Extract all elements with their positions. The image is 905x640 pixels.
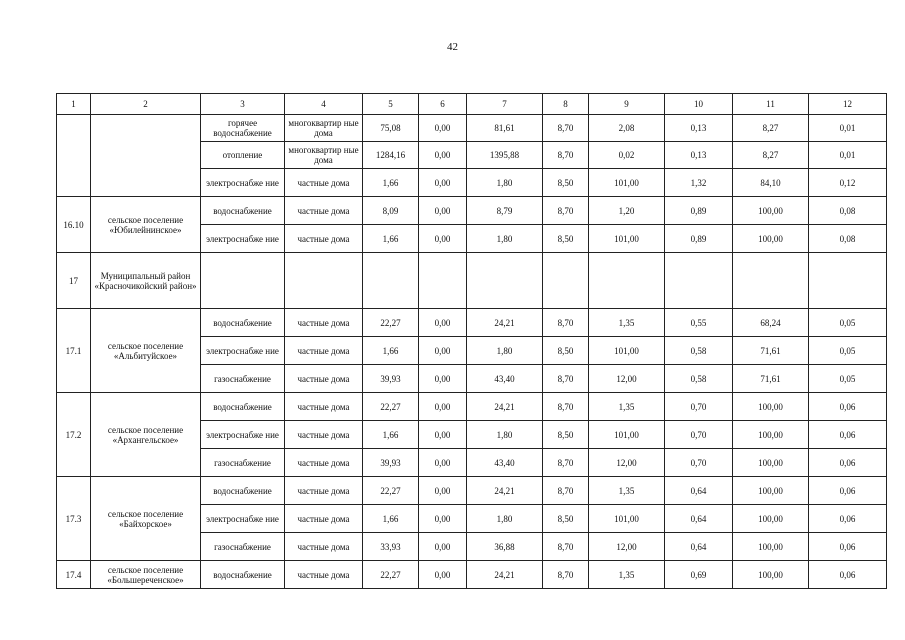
housing-type-cell: частные дома	[285, 365, 363, 393]
value-cell: 0,00	[419, 533, 467, 561]
empty-cell	[809, 253, 887, 309]
value-cell: 1284,16	[363, 142, 419, 169]
housing-type-cell: частные дома	[285, 393, 363, 421]
value-cell: 1,35	[589, 561, 665, 589]
value-cell: 0,70	[665, 449, 733, 477]
value-cell: 1,35	[589, 393, 665, 421]
value-cell: 2,08	[589, 115, 665, 142]
value-cell: 1,20	[589, 197, 665, 225]
value-cell: 0,00	[419, 225, 467, 253]
housing-type-cell: многоквартир ные дома	[285, 142, 363, 169]
header-cell: 5	[363, 94, 419, 115]
row-number-cell: 17.3	[57, 477, 91, 561]
value-cell: 1,32	[665, 169, 733, 197]
value-cell: 0,13	[665, 115, 733, 142]
value-cell: 22,27	[363, 477, 419, 505]
housing-type-cell: частные дома	[285, 337, 363, 365]
value-cell: 0,00	[419, 477, 467, 505]
value-cell: 12,00	[589, 365, 665, 393]
header-cell: 1	[57, 94, 91, 115]
value-cell: 100,00	[733, 197, 809, 225]
resource-cell: водоснабжение	[201, 477, 285, 505]
value-cell: 0,55	[665, 309, 733, 337]
value-cell: 33,93	[363, 533, 419, 561]
value-cell: 0,06	[809, 561, 887, 589]
value-cell: 8,50	[543, 169, 589, 197]
row-number-cell: 17.1	[57, 309, 91, 393]
value-cell: 100,00	[733, 449, 809, 477]
value-cell: 1,80	[467, 337, 543, 365]
empty-cell	[665, 253, 733, 309]
value-cell: 0,06	[809, 393, 887, 421]
settlement-name-cell: сельское поселение «Архангельское»	[91, 393, 201, 477]
table-row	[57, 253, 887, 309]
value-cell: 39,93	[363, 365, 419, 393]
empty-cell	[419, 253, 467, 309]
value-cell: 22,27	[363, 393, 419, 421]
value-cell: 8,50	[543, 505, 589, 533]
value-cell: 1,66	[363, 169, 419, 197]
value-cell: 24,21	[467, 393, 543, 421]
value-cell: 8,70	[543, 477, 589, 505]
housing-type-cell: частные дома	[285, 561, 363, 589]
value-cell: 0,06	[809, 477, 887, 505]
value-cell: 8,70	[543, 533, 589, 561]
value-cell: 0,00	[419, 421, 467, 449]
row-number-cell: 17	[57, 253, 91, 309]
row-number-cell: 17.2	[57, 393, 91, 477]
value-cell: 8,70	[543, 365, 589, 393]
value-cell: 39,93	[363, 449, 419, 477]
value-cell: 0,00	[419, 142, 467, 169]
header-row	[57, 94, 887, 115]
housing-type-cell: частные дома	[285, 505, 363, 533]
value-cell: 0,64	[665, 505, 733, 533]
settlement-name-cell: сельское поселение «Байхорское»	[91, 477, 201, 561]
value-cell: 0,08	[809, 225, 887, 253]
value-cell: 8,70	[543, 561, 589, 589]
resource-cell: водоснабжение	[201, 309, 285, 337]
value-cell: 0,64	[665, 477, 733, 505]
value-cell: 8,70	[543, 115, 589, 142]
value-cell: 100,00	[733, 393, 809, 421]
housing-type-cell: частные дома	[285, 225, 363, 253]
value-cell: 100,00	[733, 533, 809, 561]
value-cell: 68,24	[733, 309, 809, 337]
value-cell: 1,35	[589, 477, 665, 505]
header-cell: 9	[589, 94, 665, 115]
value-cell: 0,01	[809, 142, 887, 169]
value-cell: 100,00	[733, 477, 809, 505]
value-cell: 1,80	[467, 421, 543, 449]
value-cell: 22,27	[363, 309, 419, 337]
table-row	[57, 309, 887, 337]
value-cell: 24,21	[467, 309, 543, 337]
value-cell: 1,80	[467, 225, 543, 253]
empty-cell	[285, 253, 363, 309]
value-cell: 0,05	[809, 337, 887, 365]
resource-cell: электроснабже ние	[201, 337, 285, 365]
value-cell: 1,66	[363, 505, 419, 533]
empty-cell	[467, 253, 543, 309]
value-cell: 43,40	[467, 449, 543, 477]
header-cell: 8	[543, 94, 589, 115]
resource-cell: водоснабжение	[201, 197, 285, 225]
value-cell: 0,00	[419, 169, 467, 197]
value-cell: 0,08	[809, 197, 887, 225]
resource-cell: горячее водоснабжение	[201, 115, 285, 142]
value-cell: 8,50	[543, 225, 589, 253]
housing-type-cell: частные дома	[285, 169, 363, 197]
value-cell: 1,66	[363, 337, 419, 365]
value-cell: 8,50	[543, 421, 589, 449]
value-cell: 8,70	[543, 309, 589, 337]
value-cell: 8,70	[543, 393, 589, 421]
value-cell: 0,64	[665, 533, 733, 561]
page-number: 42	[447, 41, 458, 53]
value-cell: 8,09	[363, 197, 419, 225]
value-cell: 100,00	[733, 421, 809, 449]
header-cell: 10	[665, 94, 733, 115]
value-cell: 0,12	[809, 169, 887, 197]
district-name-cell: Муниципальный район «Красночикойский район»	[91, 253, 201, 309]
settlement-name-cell: сельское поселение «Большереченское»	[91, 561, 201, 589]
value-cell: 100,00	[733, 505, 809, 533]
table-row	[57, 197, 887, 225]
table-row	[57, 393, 887, 421]
header-cell: 12	[809, 94, 887, 115]
value-cell: 12,00	[589, 449, 665, 477]
value-cell: 8,70	[543, 142, 589, 169]
value-cell: 100,00	[733, 225, 809, 253]
value-cell: 8,70	[543, 449, 589, 477]
value-cell: 0,00	[419, 337, 467, 365]
value-cell: 84,10	[733, 169, 809, 197]
value-cell: 8,79	[467, 197, 543, 225]
value-cell: 81,61	[467, 115, 543, 142]
value-cell: 0,00	[419, 449, 467, 477]
value-cell: 101,00	[589, 337, 665, 365]
row-number-cell: 16.10	[57, 197, 91, 253]
value-cell: 0,00	[419, 561, 467, 589]
resource-cell: водоснабжение	[201, 561, 285, 589]
value-cell: 0,00	[419, 365, 467, 393]
value-cell: 0,89	[665, 197, 733, 225]
value-cell: 36,88	[467, 533, 543, 561]
settlement-name-cell: сельское поселение «Юбилейнинское»	[91, 197, 201, 253]
value-cell: 1,80	[467, 169, 543, 197]
housing-type-cell: частные дома	[285, 477, 363, 505]
value-cell: 71,61	[733, 365, 809, 393]
header-cell: 2	[91, 94, 201, 115]
value-cell: 0,00	[419, 115, 467, 142]
housing-type-cell: частные дома	[285, 449, 363, 477]
value-cell: 0,58	[665, 365, 733, 393]
resource-cell: газоснабжение	[201, 365, 285, 393]
value-cell: 8,27	[733, 115, 809, 142]
empty-cell	[589, 253, 665, 309]
header-cell: 7	[467, 94, 543, 115]
housing-type-cell: частные дома	[285, 309, 363, 337]
value-cell: 1,66	[363, 225, 419, 253]
value-cell: 8,70	[543, 197, 589, 225]
empty-cell	[733, 253, 809, 309]
resource-cell: электроснабже ние	[201, 505, 285, 533]
value-cell: 24,21	[467, 561, 543, 589]
housing-type-cell: частные дома	[285, 421, 363, 449]
value-cell: 8,50	[543, 337, 589, 365]
value-cell: 8,27	[733, 142, 809, 169]
value-cell: 0,00	[419, 197, 467, 225]
resource-cell: электроснабже ние	[201, 421, 285, 449]
header-cell: 3	[201, 94, 285, 115]
value-cell: 101,00	[589, 225, 665, 253]
value-cell: 43,40	[467, 365, 543, 393]
value-cell: 100,00	[733, 561, 809, 589]
row-number-cell: 17.4	[57, 561, 91, 589]
value-cell: 101,00	[589, 505, 665, 533]
value-cell: 0,05	[809, 309, 887, 337]
value-cell: 1,80	[467, 505, 543, 533]
header-cell: 4	[285, 94, 363, 115]
value-cell: 1395,88	[467, 142, 543, 169]
housing-type-cell: частные дома	[285, 533, 363, 561]
value-cell: 0,70	[665, 393, 733, 421]
value-cell: 75,08	[363, 115, 419, 142]
resource-cell: газоснабжение	[201, 449, 285, 477]
value-cell: 71,61	[733, 337, 809, 365]
value-cell: 0,06	[809, 533, 887, 561]
value-cell: 0,06	[809, 421, 887, 449]
value-cell: 0,70	[665, 421, 733, 449]
row-number-cell	[57, 115, 91, 197]
value-cell: 0,00	[419, 309, 467, 337]
resource-cell: электроснабже ние	[201, 169, 285, 197]
value-cell: 101,00	[589, 421, 665, 449]
empty-cell	[201, 253, 285, 309]
settlement-name-cell	[91, 115, 201, 197]
value-cell: 24,21	[467, 477, 543, 505]
value-cell: 1,35	[589, 309, 665, 337]
resource-cell: отопление	[201, 142, 285, 169]
value-cell: 0,05	[809, 365, 887, 393]
value-cell: 0,13	[665, 142, 733, 169]
header-cell: 11	[733, 94, 809, 115]
housing-type-cell: многоквартир ные дома	[285, 115, 363, 142]
value-cell: 0,69	[665, 561, 733, 589]
empty-cell	[543, 253, 589, 309]
value-cell: 0,00	[419, 393, 467, 421]
value-cell: 0,01	[809, 115, 887, 142]
header-cell: 6	[419, 94, 467, 115]
value-cell: 0,89	[665, 225, 733, 253]
value-cell: 0,02	[589, 142, 665, 169]
value-cell: 22,27	[363, 561, 419, 589]
value-cell: 101,00	[589, 169, 665, 197]
settlement-name-cell: сельское поселение «Альбитуйское»	[91, 309, 201, 393]
resource-cell: газоснабжение	[201, 533, 285, 561]
housing-type-cell: частные дома	[285, 197, 363, 225]
table-row	[57, 115, 887, 142]
value-cell: 1,66	[363, 421, 419, 449]
value-cell: 12,00	[589, 533, 665, 561]
value-cell: 0,06	[809, 449, 887, 477]
resource-cell: водоснабжение	[201, 393, 285, 421]
table-row	[57, 477, 887, 505]
value-cell: 0,58	[665, 337, 733, 365]
value-cell: 0,00	[419, 505, 467, 533]
data-table	[56, 93, 887, 589]
resource-cell: электроснабже ние	[201, 225, 285, 253]
value-cell: 0,06	[809, 505, 887, 533]
table-row	[57, 561, 887, 589]
empty-cell	[363, 253, 419, 309]
